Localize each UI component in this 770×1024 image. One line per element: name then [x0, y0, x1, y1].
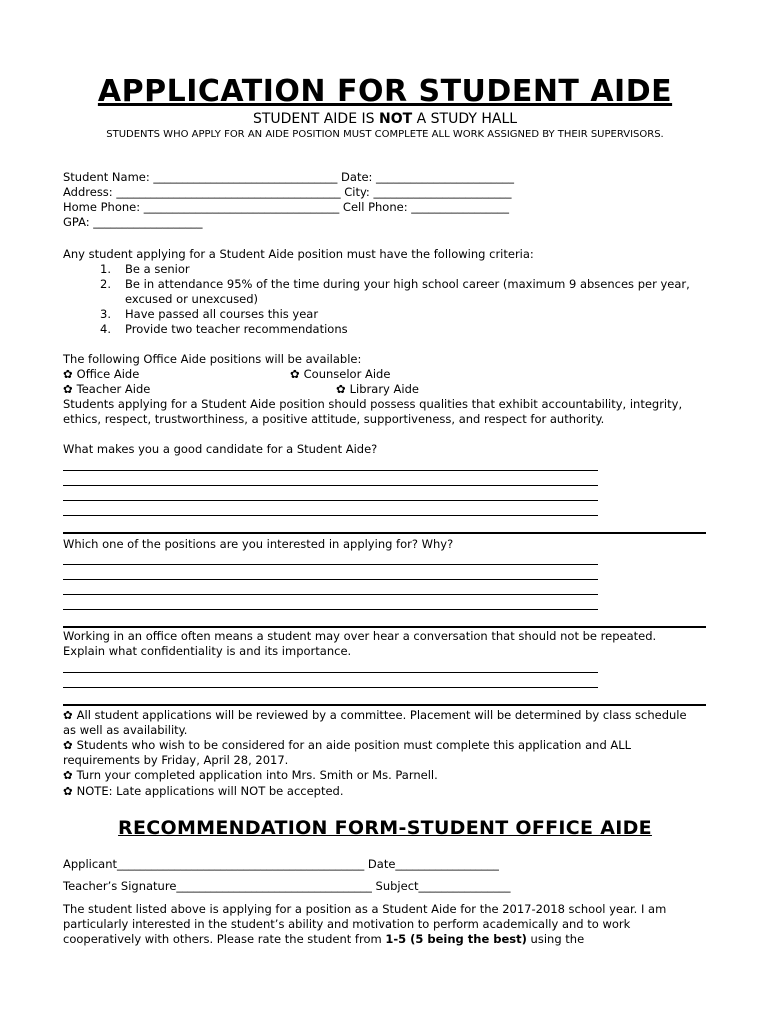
flower-bullet-icon: ✿: [336, 382, 346, 396]
list-text: Be in attendance 95% of the time during your high school career (maximum 9 absences per year, excused or unexcused): [125, 277, 690, 306]
list-number: 2.: [100, 277, 111, 291]
note-turn-in: [63, 768, 438, 783]
position-office-aide: [63, 367, 139, 382]
answer-line[interactable]: [63, 579, 598, 580]
rating-scale: 1-5 (5 being the best): [385, 932, 527, 946]
criteria-list: [63, 262, 710, 337]
flower-bullet-icon: ✿: [63, 738, 73, 752]
list-number: 4.: [100, 322, 111, 336]
note-text: All student applications will be reviewed by a committee. Placement will be determined by class schedule as well as availability.: [63, 708, 687, 737]
position-library-aide: [336, 382, 419, 397]
address-city-field[interactable]: Address: _______________________________________ City: ________________________: [63, 185, 512, 199]
flower-bullet-icon: ✿: [63, 768, 73, 782]
list-text: Provide two teacher recommendations: [125, 322, 348, 336]
teacher-signature-subject-field[interactable]: Teacher’s Signature__________________________________ Subject________________: [63, 879, 511, 893]
supervisor-notice: STUDENTS WHO APPLY FOR AN AIDE POSITION MUST COMPLETE ALL WORK ASSIGNED BY THEIR SUPERVISORS.: [106, 129, 664, 140]
section-divider: [63, 704, 706, 706]
applicant-date-field[interactable]: Applicant___________________________________________ Date__________________: [63, 857, 499, 871]
question-candidate: What makes you a good candidate for a Student Aide?: [63, 442, 378, 456]
position-label: Counselor Aide: [303, 367, 391, 381]
position-label: Office Aide: [76, 367, 140, 381]
qualities-paragraph: Students applying for a Student Aide position should possess qualities that exhibit accountability, integrity, ethics, respect, trustworthiness, a positive attitude, supportiveness, and respect for authority.: [63, 397, 683, 426]
list-number: 3.: [100, 307, 111, 321]
student-name-date-field[interactable]: Student Name: ________________________________ Date: ________________________: [63, 170, 515, 184]
gpa-field[interactable]: GPA: ___________________: [63, 215, 203, 229]
recommendation-paragraph: [63, 902, 708, 947]
answer-line[interactable]: [63, 687, 598, 688]
list-number: 1.: [100, 262, 111, 276]
note-requirements: [63, 738, 698, 768]
positions-intro: The following Office Aide positions will be available:: [63, 352, 362, 366]
note-late: [63, 784, 344, 799]
answer-line[interactable]: [63, 470, 598, 471]
recommendation-title: RECOMMENDATION FORM-STUDENT OFFICE AIDE: [118, 817, 652, 839]
answer-line[interactable]: [63, 594, 598, 595]
answer-line[interactable]: [63, 564, 598, 565]
subtitle-pre: STUDENT AIDE IS: [252, 111, 379, 127]
section-divider: [63, 626, 706, 628]
criteria-intro: Any student applying for a Student Aide position must have the following criteria:: [63, 247, 534, 261]
flower-bullet-icon: ✿: [63, 708, 73, 722]
position-label: Library Aide: [349, 382, 419, 396]
flower-bullet-icon: ✿: [290, 367, 300, 381]
subtitle: [0, 111, 770, 127]
note-committee: [63, 708, 698, 738]
position-teacher-aide: [63, 382, 150, 397]
answer-line[interactable]: [63, 609, 598, 610]
note-text: NOTE: Late applications will NOT be accepted.: [76, 784, 344, 798]
flower-bullet-icon: ✿: [63, 367, 73, 381]
flower-bullet-icon: ✿: [63, 784, 73, 798]
section-divider: [63, 532, 706, 534]
answer-line[interactable]: [63, 515, 598, 516]
phone-fields[interactable]: Home Phone: __________________________________ Cell Phone: _________________: [63, 200, 509, 214]
answer-line[interactable]: [63, 500, 598, 501]
paragraph-text: The student listed above is applying for a position as a Student Aide for the 2017-2018 school year. I am particularly interested in the student’s ability and motivation to perform academically and to work cooperatively with others. Please rate the student from: [63, 902, 667, 946]
answer-line[interactable]: [63, 672, 598, 673]
list-item: [63, 307, 710, 322]
paragraph-text: using the: [526, 932, 585, 946]
question-position-interest: Which one of the positions are you interested in applying for? Why?: [63, 537, 454, 551]
flower-bullet-icon: ✿: [63, 382, 73, 396]
list-text: Be a senior: [125, 262, 190, 276]
question-confidentiality: Working in an office often means a student may over hear a conversation that should not be repeated. Explain what confidentiality is and its importance.: [63, 629, 657, 658]
subtitle-emphasis: NOT: [378, 111, 413, 127]
position-counselor-aide: [290, 367, 390, 382]
subtitle-post: A STUDY HALL: [412, 111, 518, 127]
answer-line[interactable]: [63, 485, 598, 486]
list-text: Have passed all courses this year: [125, 307, 319, 321]
note-text: Turn your completed application into Mrs. Smith or Ms. Parnell.: [76, 768, 438, 782]
page-title: APPLICATION FOR STUDENT AIDE: [97, 74, 673, 109]
position-label: Teacher Aide: [76, 382, 151, 396]
list-item: [63, 277, 710, 307]
list-item: [63, 262, 710, 277]
note-text: Students who wish to be considered for an aide position must complete this application and ALL requirements by Friday, April 28, 2017.: [63, 738, 632, 767]
list-item: [63, 322, 710, 337]
